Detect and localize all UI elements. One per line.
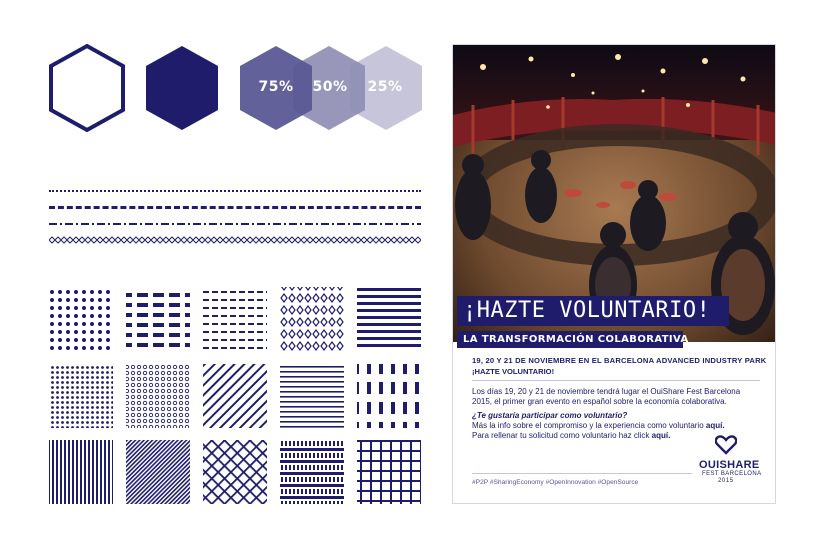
pattern-thin-horizontal — [280, 364, 344, 428]
line-dotted — [49, 190, 421, 192]
pattern-vertical-stripes — [49, 440, 113, 504]
form-link[interactable]: aquí. — [651, 431, 671, 440]
logo-subtitle: FEST BARCELONA — [702, 471, 762, 477]
form-line — [472, 431, 670, 441]
body-line-2: 2015, el primer gran evento en español sobre la economía colaborativa. — [472, 397, 727, 406]
volunteer-question: ¿Te gustaría participar como voluntario? — [472, 411, 628, 420]
info-link[interactable]: aquí. — [705, 421, 725, 430]
line-dashed — [49, 206, 421, 209]
pattern-grid — [40, 280, 430, 510]
event-dates: 19, 20 Y 21 DE NOVIEMBRE EN EL BARCELONA ADVANCED INDUSTRY PARK — [472, 356, 767, 365]
pattern-rings — [126, 364, 190, 428]
pattern-diagonal-lines — [203, 364, 267, 428]
volunteer-call: ¡HAZTE VOLUNTARIO! — [472, 367, 555, 376]
pattern-dashes — [203, 287, 267, 351]
poster-subtitle: LA TRANSFORMACIÓN COLABORATIVA — [457, 331, 683, 348]
hexagon-solid — [146, 46, 218, 130]
pattern-diamonds — [280, 287, 344, 351]
pattern-dots — [49, 287, 113, 351]
line-zigzag — [49, 236, 421, 244]
poster-title: ¡HAZTE VOLUNTARIO! — [457, 296, 729, 326]
form-text: Para rellenar tu solicitud como voluntario haz click — [472, 431, 652, 440]
line-dash-dot — [49, 223, 421, 225]
pattern-grid-lines — [357, 440, 421, 504]
logo-year: 2015 — [718, 478, 734, 484]
divider-bottom — [472, 473, 692, 474]
pattern-fine-diagonal — [126, 440, 190, 504]
logo-wordmark: OUISHARE — [699, 459, 760, 471]
hexagon-outline — [51, 46, 123, 130]
body-line-1: Los días 19, 20 y 21 de noviembre tendrá lugar el OuiShare Fest Barcelona — [472, 387, 741, 396]
pattern-bars — [126, 287, 190, 351]
hashtags: #P2P #SharingEconomy #OpenInnovation #OpenSource — [472, 479, 639, 486]
hexagon-label-75: 75% — [258, 79, 294, 95]
info-text: Más la info sobre el compromiso y la experiencia como voluntario — [472, 421, 706, 430]
pattern-brick — [280, 440, 344, 504]
hexagon-label-50: 50% — [312, 79, 348, 95]
ouishare-heart-icon — [715, 435, 737, 455]
pattern-fine-dots — [49, 364, 113, 428]
info-line — [472, 421, 725, 431]
hexagon-label-25: 25% — [367, 79, 403, 95]
divider-top — [472, 380, 760, 381]
pattern-vertical-dashes — [357, 364, 421, 428]
pattern-crosshatch — [203, 440, 267, 504]
volunteer-poster — [452, 44, 776, 504]
pattern-horizontal-stripes — [357, 287, 421, 351]
